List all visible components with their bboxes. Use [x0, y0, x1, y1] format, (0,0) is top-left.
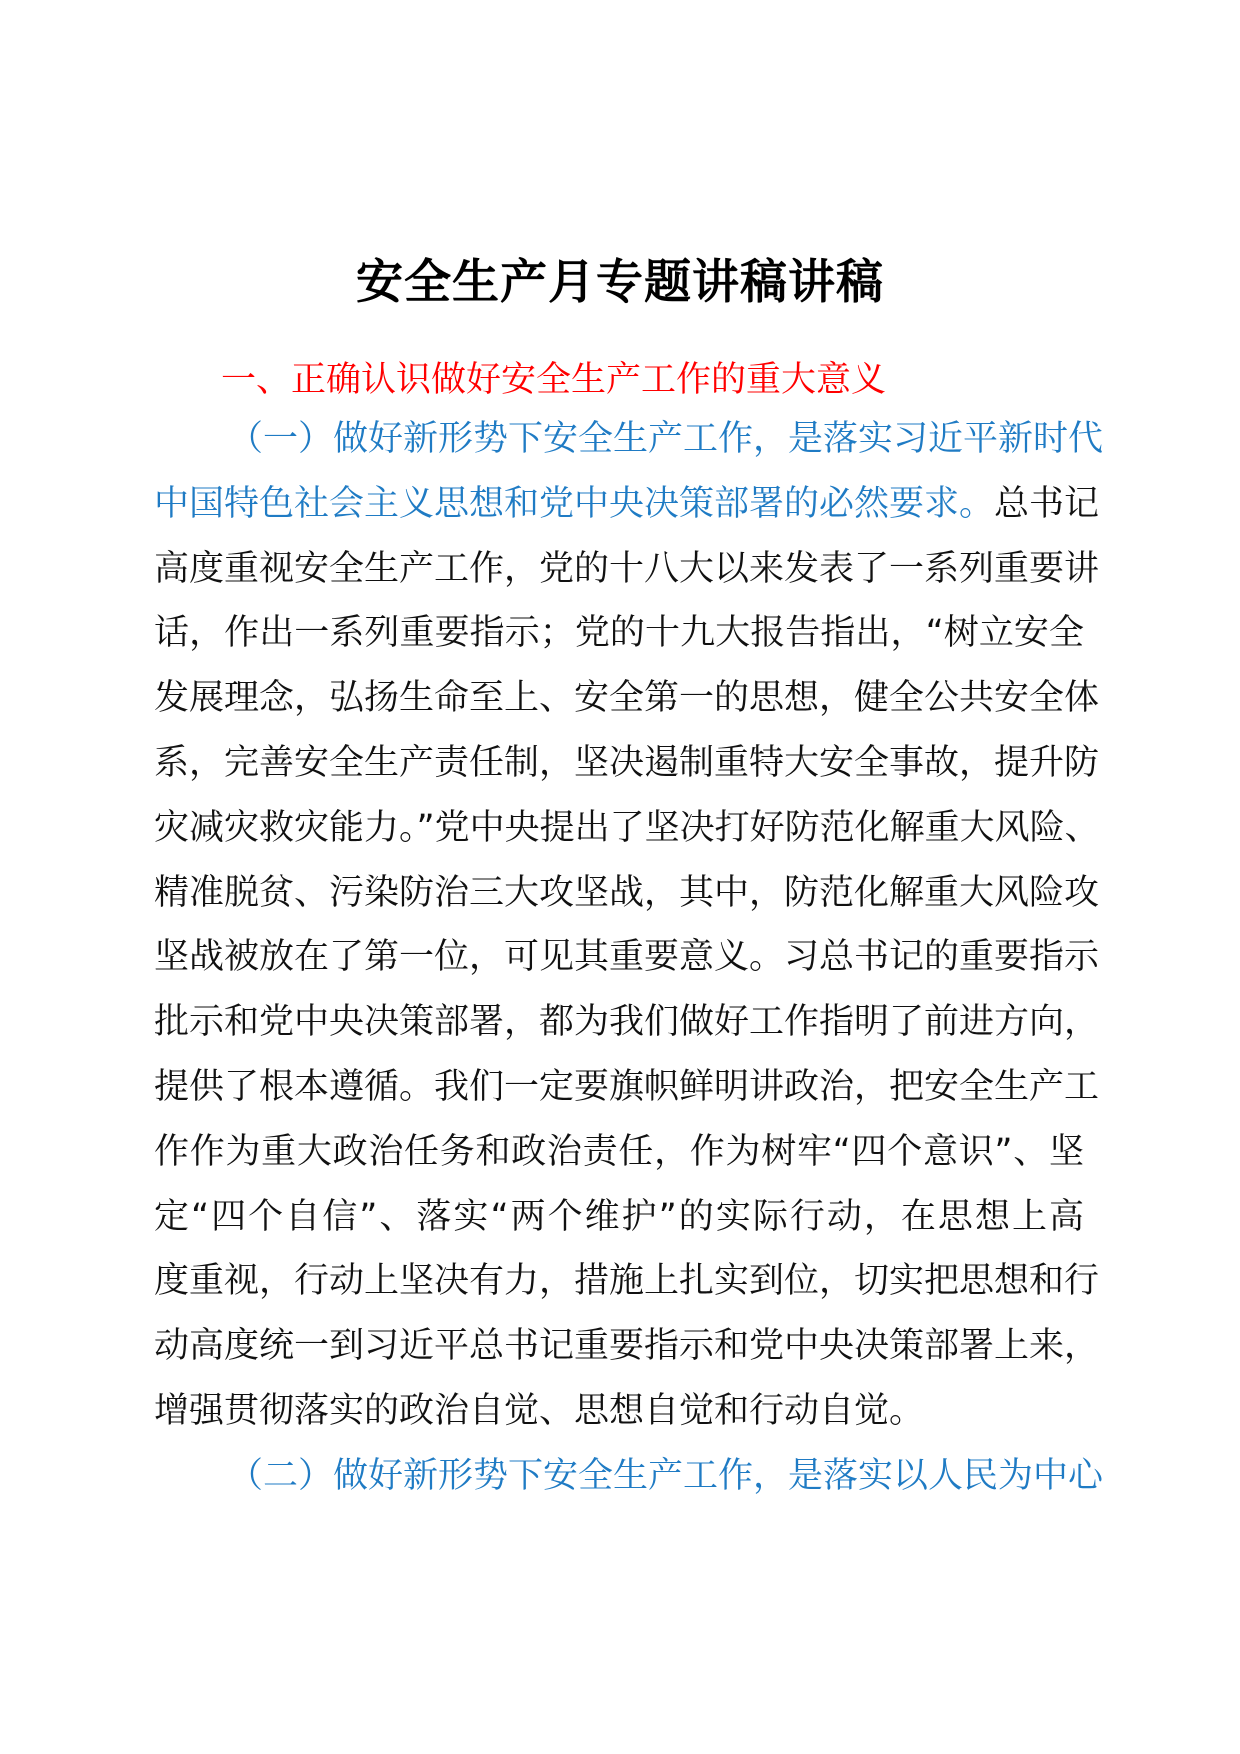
body-text-segment: 坚战被放在了第一位，可见其重要意义。习总书记的重要指示	[154, 937, 1100, 978]
body-text-segment: 作作为重大政治任务和政治责任，作为树牢“四个意识”、坚	[154, 1131, 1084, 1172]
text-line	[154, 547, 1100, 612]
text-line	[154, 1065, 1100, 1130]
text-line	[154, 1000, 1100, 1065]
text-line	[154, 871, 1100, 936]
body-text-segment: 话，作出一系列重要指示；党的十九大报告指出，“树立安全	[154, 613, 1084, 654]
body-text-segment: 精准脱贫、污染防治三大攻坚战，其中，防范化解重大风险攻	[154, 872, 1100, 913]
text-line	[154, 741, 1100, 806]
subheading-text: （二）做好新形势下安全生产工作，是落实以人民为中心	[228, 1455, 1104, 1496]
text-line	[154, 1454, 1104, 1519]
subheading-text: （一）做好新形势下安全生产工作，是落实习近平新时代	[228, 419, 1104, 459]
body-text-segment: 动高度统一到习近平总书记重要指示和党中央决策部署上来，	[154, 1326, 1100, 1367]
body-text-segment: 定“四个自信”、落实“两个维护”的实际行动，在思想上高	[154, 1196, 1084, 1237]
subheading-text: 中国特色社会主义思想和党中央决策部署的必然要求。	[154, 483, 995, 524]
text-line	[154, 1195, 1084, 1260]
body-text-segment: 发展理念，弘扬生命至上、安全第一的思想，健全公共安全体	[154, 678, 1100, 719]
body-text-segment: 提供了根本遵循。我们一定要旗帜鲜明讲政治，把安全生产工	[154, 1066, 1100, 1107]
text-line	[154, 935, 1100, 1000]
section-heading: 一、正确认识做好安全生产工作的重大意义	[221, 360, 887, 400]
text-line	[154, 806, 1100, 871]
text-line	[154, 1130, 1084, 1195]
text-line	[154, 1259, 1100, 1324]
text-line	[154, 611, 1084, 676]
text-line	[154, 1324, 1100, 1389]
body-text-segment: 度重视，行动上坚决有力，措施上扎实到位，切实把思想和行	[154, 1261, 1100, 1302]
text-line	[154, 676, 1100, 741]
text-line	[154, 482, 1100, 547]
document-title: 安全生产月专题讲稿讲稿	[356, 255, 884, 310]
body-text-segment: 高度重视安全生产工作，党的十八大以来发表了一系列重要讲	[154, 548, 1100, 589]
body-text-segment: 总书记	[994, 483, 1100, 524]
body-text-segment: 系，完善安全生产责任制，坚决遏制重特大安全事故，提升防	[154, 742, 1100, 783]
text-line	[154, 1389, 1084, 1454]
body-text-segment: 批示和党中央决策部署，都为我们做好工作指明了前进方向，	[154, 1002, 1100, 1043]
body-text-segment: 灾减灾救灾能力。”党中央提出了坚决打好防范化解重大风险、	[154, 807, 1100, 848]
body-text-segment: 增强贯彻落实的政治自觉、思想自觉和行动自觉。	[154, 1390, 925, 1431]
body-text	[154, 417, 1104, 1519]
text-line	[154, 417, 1104, 482]
